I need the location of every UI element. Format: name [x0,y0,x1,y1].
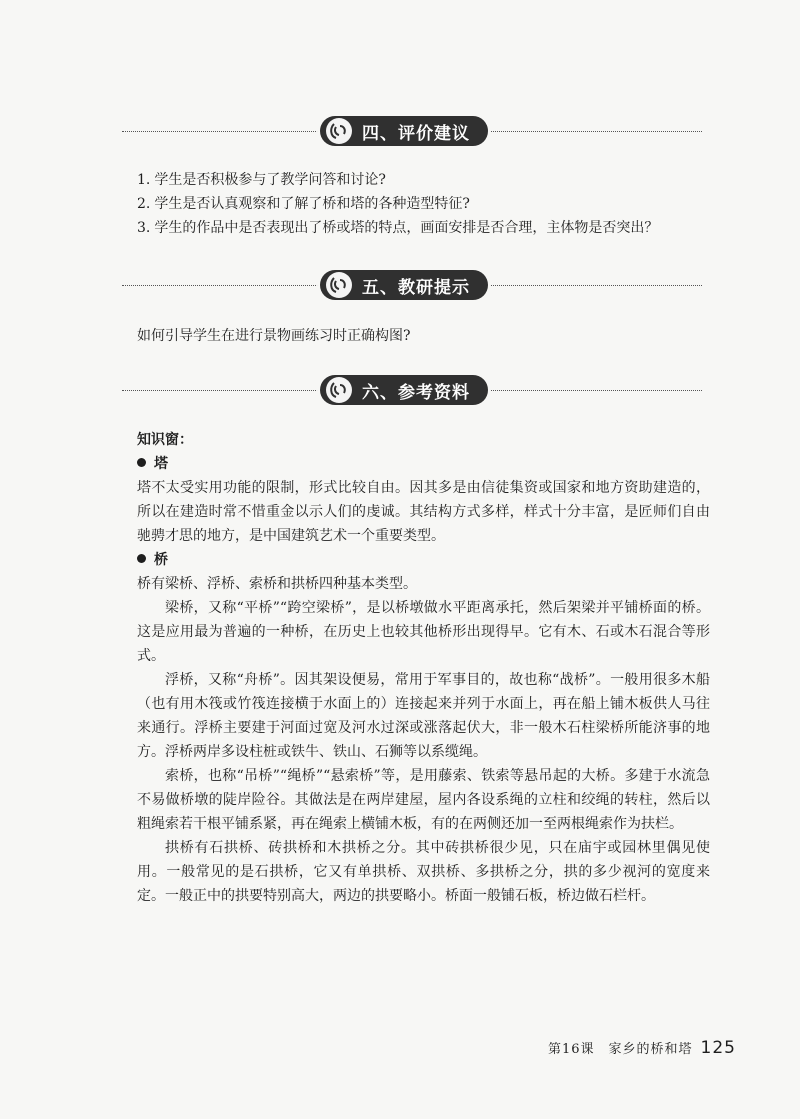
item-text: 学生是否认真观察和了解了桥和塔的各种造型特征? [154,196,470,212]
section-badge-icon [326,118,352,144]
section-header-evaluation [122,116,702,148]
lesson-title: 第16课 家乡的桥和塔 [548,1042,693,1057]
section-header-research [122,270,702,302]
tower-paragraph: 塔不太受实用功能的限制，形式比较自由。因其多是由信徒集资或国家和地方资助建造的，所以在建造时常不惜重金以示人们的虔诚。其结构方式多样，样式十分丰富，是匠师们自由驰骋才思的地方，是中国建筑艺术一个重要类型。 [137,480,710,544]
item-number: 2. [137,196,151,212]
section-title: 五、教研提示 [362,277,470,298]
item-number: 1. [137,172,151,188]
bridge-heading [137,548,710,572]
section-badge-icon [326,377,352,403]
rope-bridge-paragraph: 索桥，也称“吊桥”“绳桥”“悬索桥”等，是用藤索、铁索等悬吊起的大桥。多建于水流急不易做桥墩的陡岸险谷。其做法是在两岸建屋，屋内各设系绳的立柱和绞绳的转柱，然后以粗绳索若干根平铺系紧，再在绳索上横铺木板，有的在两侧还加一至两根绳索作为扶栏。 [137,768,710,832]
bridge-heading-text: 桥 [154,552,168,568]
section-header-reference [122,375,702,407]
bullet-dot-icon [137,458,146,467]
section-title: 六、参考资料 [362,382,470,403]
section-title-pill [320,270,488,300]
tower-heading-text: 塔 [154,456,168,472]
list-item [137,192,658,216]
arch-bridge-paragraph: 拱桥有石拱桥、砖拱桥和木拱桥之分。其中砖拱桥很少见，只在庙宇或园林里偶见使用。一般常见的是石拱桥，它又有单拱桥、双拱桥、多拱桥之分，拱的多少视河的宽度来定。一般正中的拱要特别高大，两边的拱要略小。桥面一般铺石板，桥边做石栏杆。 [137,840,710,904]
float-bridge-paragraph: 浮桥，又称“舟桥”。因其架设便易，常用于军事目的，故也称“战桥”。一般用很多木船（也有用木筏或竹筏连接横于水面上的）连接起来并列于水面上，再在船上铺木板供人马往来通行。浮桥主要建于河面过宽及河水过深或涨落起伏大，非一般木石柱梁桥所能济事的地方。浮桥两岸多设柱桩或铁牛、铁山、石狮等以系缆绳。 [137,672,710,760]
knowledge-window-label: 知识窗： [137,432,193,448]
section-title-pill [320,375,488,405]
bridge-intro-paragraph: 桥有梁桥、浮桥、索桥和拱桥四种基本类型。 [137,576,417,592]
evaluation-list [137,168,658,240]
item-text: 学生的作品中是否表现出了桥或塔的特点，画面安排是否合理，主体物是否突出？ [154,220,659,236]
item-number: 3. [137,220,151,236]
bullet-dot-icon [137,554,146,563]
tower-heading [137,452,710,476]
reference-body [137,428,710,908]
research-text: 如何引导学生在进行景物画练习时正确构图? [137,328,411,344]
list-item [137,168,658,192]
section-badge-icon [326,272,352,298]
section-title: 四、评价建议 [362,123,470,144]
list-item [137,216,658,240]
page-number: 125 [700,1038,736,1058]
page-footer [548,1038,736,1058]
beam-bridge-paragraph: 梁桥，又称“平桥”“跨空梁桥”，是以桥墩做水平距离承托，然后架梁并平铺桥面的桥。这是应用最为普遍的一种桥，在历史上也较其他桥形出现得早。它有木、石或木石混合等形式。 [137,600,710,664]
section-title-pill [320,116,488,146]
item-text: 学生是否积极参与了教学问答和讨论? [154,172,386,188]
